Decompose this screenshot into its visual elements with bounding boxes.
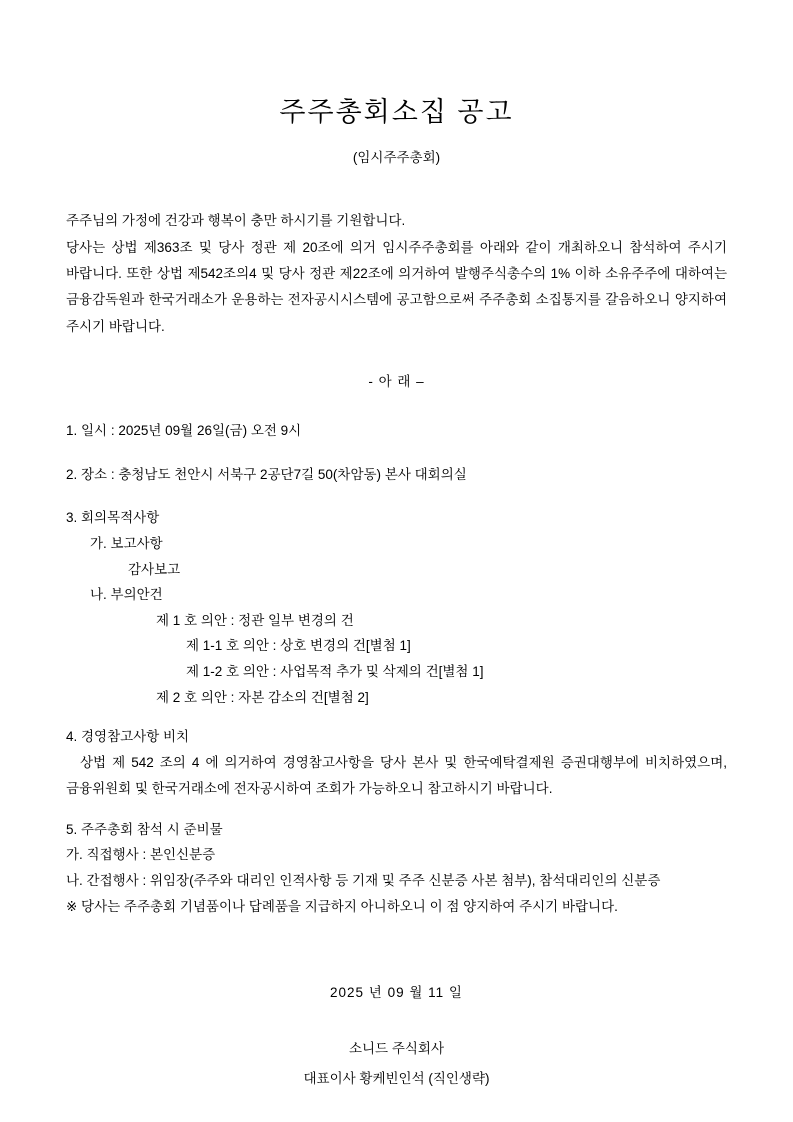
intro-text: 당사는 상법 제363조 및 당사 정관 제 20조에 의거 임시주주총회를 아래와 같이 개최하오니 참석하여 주시기 바랍니다. 또한 상법 제542조의4 및 당사 정관 제22조에 의거하여 발행주식총수의 1% 이하 소유주주에 대하여는 금융감독원과 한국거래소가 운용하는 전자공시시스템에 공고함으로써 주주총회 소집통지를 갈음하오니 양지하여 주시기 바랍니다.	[66, 239, 727, 334]
item-agenda-heading: 3. 회의목적사항	[66, 510, 160, 526]
spacer	[66, 710, 727, 724]
item-prepare-heading: 5. 주주총회 참석 시 준비물	[66, 821, 223, 837]
item-reference-body: 상법 제 542 조의 4 에 의거하여 경영참고사항을 당사 본사 및 한국예탁결제원 증권대행부에 비치하였으며, 금융위원회 및 한국거래소에 전자공시하여 조회가 가능하오니 참고하시기 바랍니다.	[66, 755, 727, 797]
greeting-block	[66, 208, 727, 340]
item-prepare-direct: 가. 직접행사 : 본인신분증	[66, 847, 216, 863]
spacer-2	[66, 803, 727, 817]
agenda-report-item: 감사보고	[128, 561, 181, 577]
page-subtitle: (임시주주총회)	[352, 150, 441, 166]
agenda-resolution-1: 제 1 호 의안 : 정관 일부 변경의 건	[156, 612, 354, 628]
agenda-resolution-heading: 나. 부의안건	[90, 587, 163, 603]
item-note: ※ 당사는 주주총회 기념품이나 답례품을 지급하지 아니하오니 이 점 양지하여 주시기 바랍니다.	[66, 898, 618, 914]
signature-company: 소니드 주식회사	[348, 1041, 445, 1057]
item-reference-heading: 4. 경영참고사항 비치	[66, 729, 190, 745]
signature-representative: 대표이사 황케빈인석 (직인생략)	[303, 1071, 490, 1087]
page-title: 주주총회소집 공고	[279, 97, 514, 127]
item-prepare-proxy: 나. 간접행사 : 위임장(주주와 대리인 인적사항 등 기재 및 주주 신분증 사본 첨부), 참석대리인의 신분증	[66, 872, 661, 888]
agenda-resolution-2: 제 2 호 의안 : 자본 감소의 건[별첨 2]	[156, 689, 369, 705]
agenda-report-heading: 가. 보고사항	[90, 535, 163, 551]
agenda-resolution-1-2: 제 1-2 호 의안 : 사업목적 추가 및 삭제의 건[별첨 1]	[186, 664, 484, 680]
signature-date: 2025 년 09 월 11 일	[330, 985, 463, 1001]
item-place: 2. 장소 : 충청남도 천안시 서북구 2공단7길 50(차암동) 본사 대회의실	[66, 466, 467, 482]
agenda-resolution-1-1: 제 1-1 호 의안 : 상호 변경의 건[별첨 1]	[186, 638, 411, 654]
greeting-text: 주주님의 가정에 건강과 행복이 충만 하시기를 기원합니다.	[66, 213, 406, 229]
item-datetime: 1. 일시 : 2025년 09월 26일(금) 오전 9시	[66, 422, 302, 438]
below-divider: - 아 래 –	[368, 373, 425, 389]
